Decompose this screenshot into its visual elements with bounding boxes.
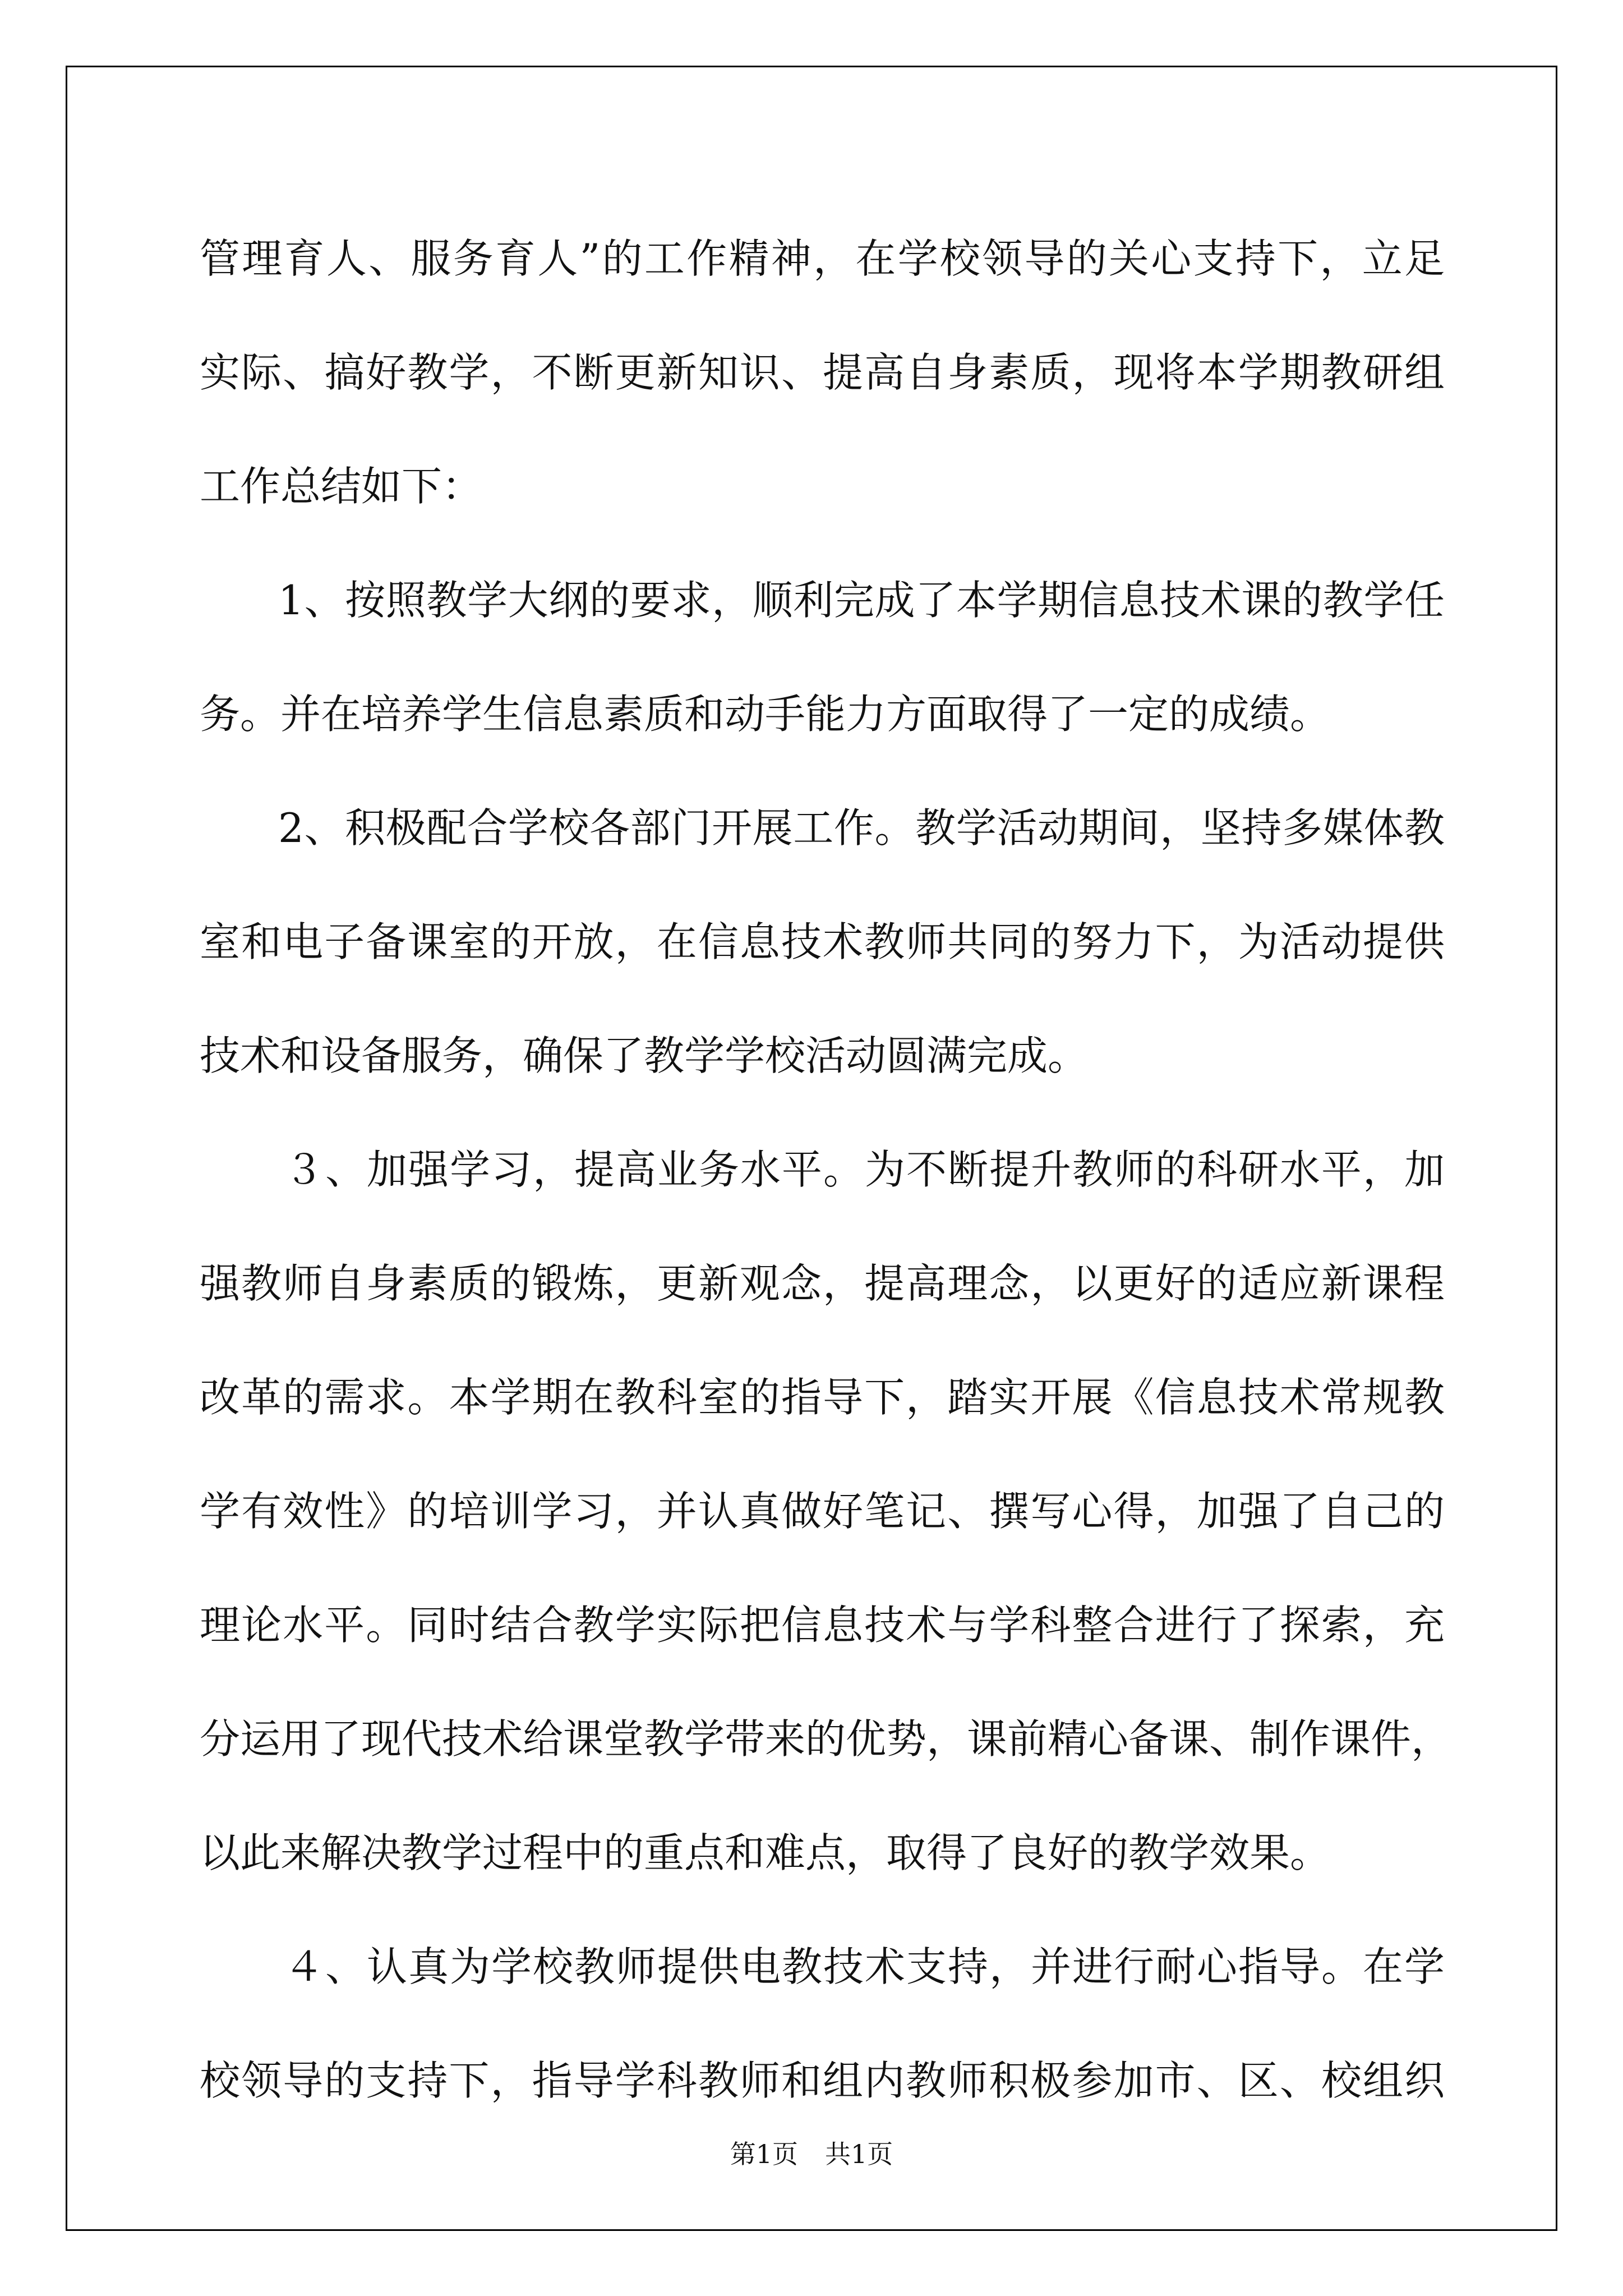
text-line: 分运用了现代技术给课堂教学带来的优势，课前精心备课、制作课件， — [200, 1715, 1452, 1763]
text-line: 技术和设备服务，确保了教学学校活动圆满完成。 — [200, 1032, 1089, 1079]
text-line: 实际、搞好教学，不断更新知识、提高自身素质，现将本学期教研组 — [200, 349, 1445, 396]
text-line: 2、积极配合学校各部门开展工作。教学活动期间，坚持多媒体教 — [278, 804, 1445, 852]
text-line: 改革的需求。本学期在教科室的指导下，踏实开展《信息技术常规教 — [200, 1374, 1445, 1421]
text-line: ３、加强学习，提高业务水平。为不断提升教师的科研水平，加 — [284, 1146, 1445, 1193]
page-number: 第1页 — [730, 2139, 798, 2169]
document-body — [200, 202, 1452, 2138]
page-footer — [0, 2137, 1623, 2171]
text-line: 校领导的支持下，指导学科教师和组内教师积极参加市、区、校组织 — [200, 2057, 1445, 2104]
text-line: ４、认真为学校教师提供电教技术支持，并进行耐心指导。在学 — [284, 1943, 1445, 1990]
text-line: 以此来解决教学过程中的重点和难点，取得了良好的教学效果。 — [200, 1829, 1331, 1876]
text-line: 强教师自身素质的锻炼，更新观念，提高理念，以更好的适应新课程 — [200, 1260, 1445, 1307]
text-line: 学有效性》的培训学习，并认真做好笔记、撰写心得，加强了自己的 — [200, 1488, 1445, 1535]
text-line: 管理育人、服务育人”的工作精神，在学校领导的关心支持下，立足 — [200, 235, 1445, 282]
text-line: 工作总结如下： — [200, 463, 483, 510]
page-total: 共1页 — [825, 2139, 893, 2169]
text-line: 1、按照教学大纲的要求，顺利完成了本学期信息技术课的教学任 — [278, 577, 1445, 624]
text-line: 室和电子备课室的开放，在信息技术教师共同的努力下，为活动提供 — [200, 918, 1445, 965]
text-line: 理论水平。同时结合教学实际把信息技术与学科整合进行了探索，充 — [200, 1602, 1445, 1649]
text-line: 务。并在培养学生信息素质和动手能力方面取得了一定的成绩。 — [200, 691, 1331, 738]
